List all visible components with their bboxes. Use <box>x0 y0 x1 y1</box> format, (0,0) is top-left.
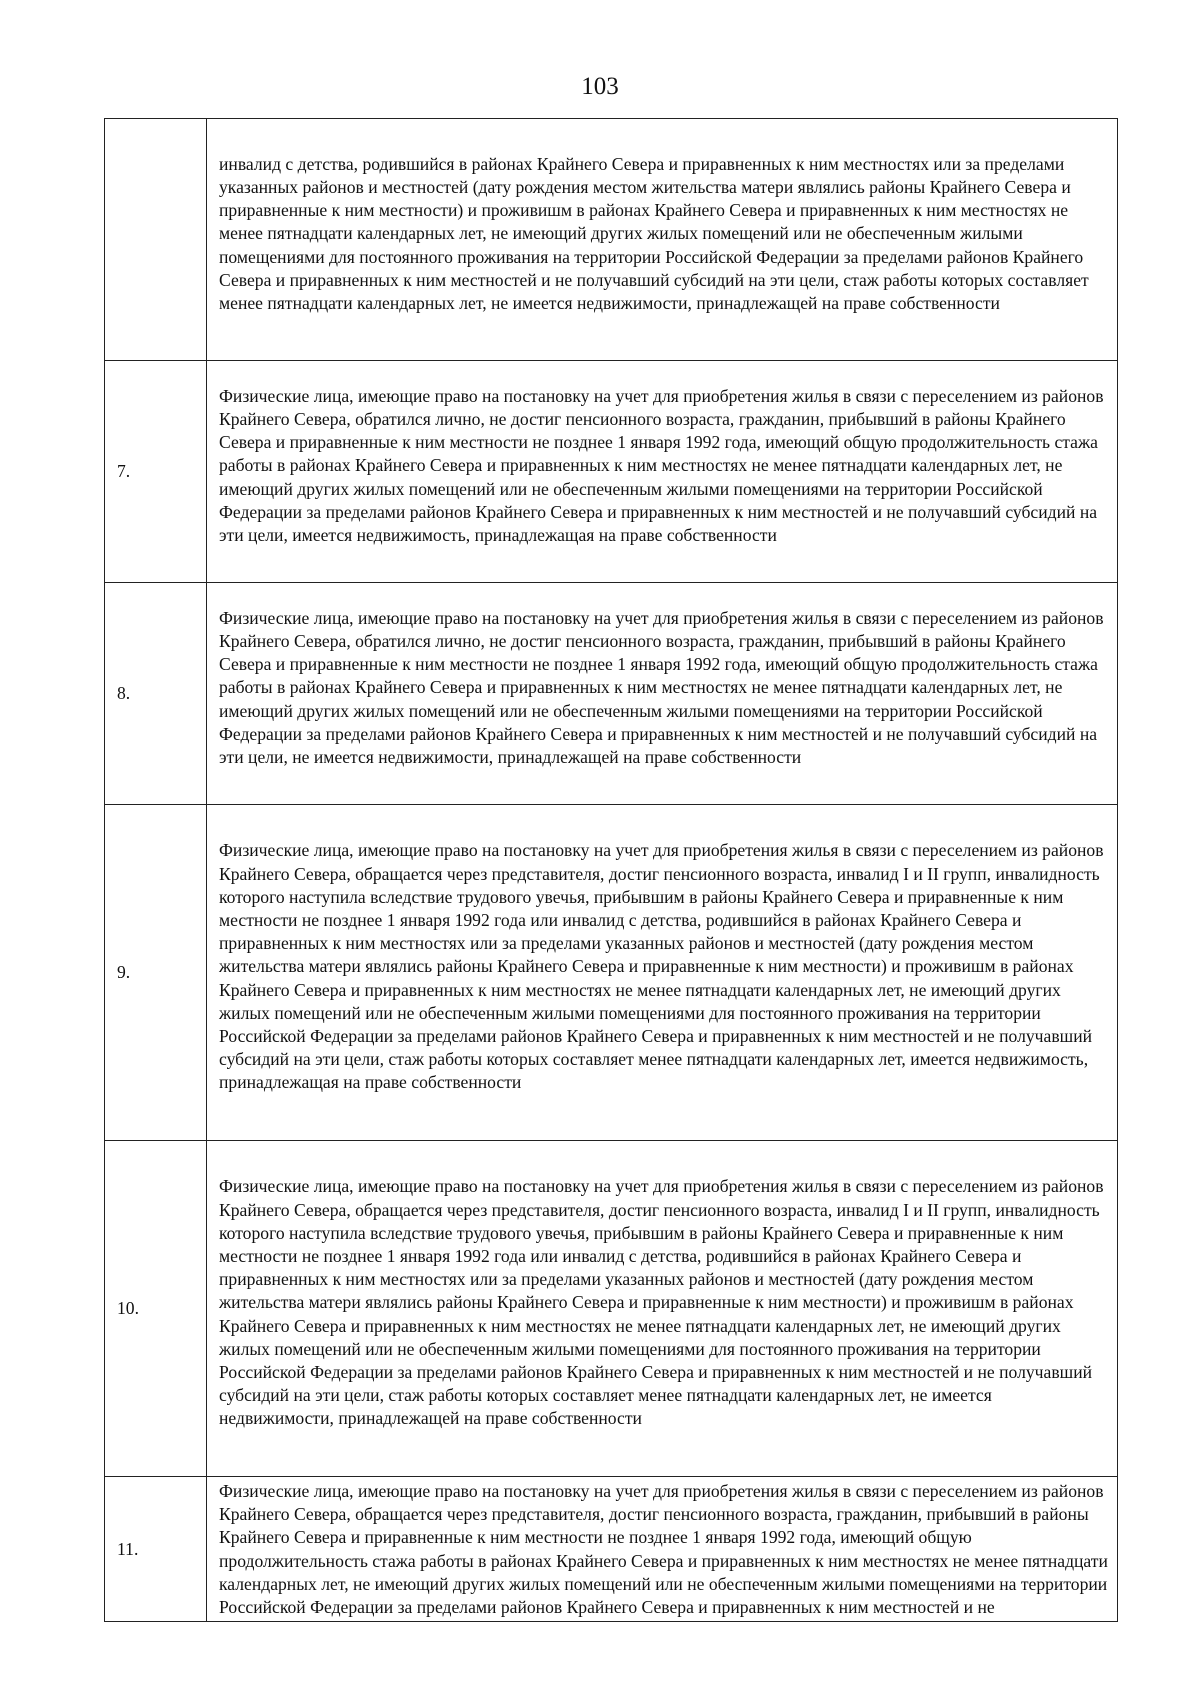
row-description: инвалид с детства, родившийся в районах Крайнего Севера и приравненных к ним местностях или за пределами указанных районов и местностей (дату рождения местом жительства матери являлись районы Крайнего Севера и приравненные к ним местности) и проживишм в районах Крайнего Севера и приравненных к ним местностях не менее пятнадцати календарных лет, не имеющий других жилых помещений или не обеспеченным жилыми помещениями для постоянного проживания на территории Российской Федерации за пределами районов Крайнего Севера и приравненных к ним местностей и не получавший субсидий на эти цели, стаж работы которых составляет менее пятнадцати календарных лет, не имеется недвижимости, принадлежащей на праве собственности <box>207 119 1118 361</box>
row-number: 8. <box>105 583 207 805</box>
page-number: 103 <box>581 73 619 100</box>
table-row <box>105 805 1118 1141</box>
row-number: 7. <box>105 361 207 583</box>
row-number: 9. <box>105 805 207 1141</box>
table-row <box>105 1141 1118 1477</box>
table-row <box>105 583 1118 805</box>
table-row <box>105 1477 1118 1622</box>
row-description: Физические лица, имеющие право на постановку на учет для приобретения жилья в связи с переселением из районов Крайнего Севера, обратился лично, не достиг пенсионного возраста, гражданин, прибывший в районы Крайнего Севера и приравненные к ним местности не позднее 1 января 1992 года, имеющий общую продолжительность стажа работы в районах Крайнего Севера и приравненных к ним местностях не менее пятнадцати календарных лет, не имеющий других жилых помещений или не обеспеченным жилыми помещениями на территории Российской Федерации за пределами районов Крайнего Севера и приравненных к ним местностей и не получавший субсидий на эти цели, имеется недвижимость, принадлежащая на праве собственности <box>207 361 1118 583</box>
row-description: Физические лица, имеющие право на постановку на учет для приобретения жилья в связи с переселением из районов Крайнего Севера, обращается через представителя, достиг пенсионного возраста, инвалид I и II групп, инвалидность которого наступила вследствие трудового увечья, прибывшим в районы Крайнего Севера и приравненные к ним местности не позднее 1 января 1992 года или инвалид с детства, родившийся в районах Крайнего Севера и приравненных к ним местностях или за пределами указанных районов и местностей (дату рождения местом жительства матери являлись районы Крайнего Севера и приравненные к ним местности) и проживишм в районах Крайнего Севера и приравненных к ним местностях не менее пятнадцати календарных лет, не имеющий других жилых помещений или не обеспеченным жилыми помещениями для постоянного проживания на территории Российской Федерации за пределами районов Крайнего Севера и приравненных к ним местностей и не получавший субсидий на эти цели, стаж работы которых составляет менее пятнадцати календарных лет, имеется недвижимость, принадлежащая на праве собственности <box>207 805 1118 1141</box>
row-description: Физические лица, имеющие право на постановку на учет для приобретения жилья в связи с переселением из районов Крайнего Севера, обращается через представителя, достиг пенсионного возраста, гражданин, прибывший в районы Крайнего Севера и приравненные к ним местности не позднее 1 января 1992 года, имеющий общую продолжительность стажа работы в районах Крайнего Севера и приравненных к ним местностях не менее пятнадцати календарных лет, не имеющий других жилых помещений или не обеспеченным жилыми помещениями на территории Российской Федерации за пределами районов Крайнего Севера и приравненных к ним местностей и не <box>207 1477 1118 1622</box>
row-description: Физические лица, имеющие право на постановку на учет для приобретения жилья в связи с переселением из районов Крайнего Севера, обращается через представителя, достиг пенсионного возраста, инвалид I и II групп, инвалидность которого наступила вследствие трудового увечья, прибывшим в районы Крайнего Севера и приравненные к ним местности не позднее 1 января 1992 года или инвалид с детства, родившийся в районах Крайнего Севера и приравненных к ним местностях или за пределами указанных районов и местностей (дату рождения местом жительства матери являлись районы Крайнего Севера и приравненные к ним местности) и проживишм в районах Крайнего Севера и приравненных к ним местностях не менее пятнадцати календарных лет, не имеющий других жилых помещений или не обеспеченным жилыми помещениями для постоянного проживания на территории Российской Федерации за пределами районов Крайнего Севера и приравненных к ним местностей и не получавший субсидий на эти цели, стаж работы которых составляет менее пятнадцати календарных лет, не имеется недвижимости, принадлежащей на праве собственности <box>207 1141 1118 1477</box>
criteria-table <box>104 118 1118 1622</box>
table-row <box>105 119 1118 361</box>
row-number: 11. <box>105 1477 207 1622</box>
row-description: Физические лица, имеющие право на постановку на учет для приобретения жилья в связи с переселением из районов Крайнего Севера, обратился лично, не достиг пенсионного возраста, гражданин, прибывший в районы Крайнего Севера и приравненные к ним местности не позднее 1 января 1992 года, имеющий общую продолжительность стажа работы в районах Крайнего Севера и приравненных к ним местностях не менее пятнадцати календарных лет, не имеющий других жилых помещений или не обеспеченным жилыми помещениями на территории Российской Федерации за пределами районов Крайнего Севера и приравненных к ним местностей и не получавший субсидий на эти цели, не имеется недвижимости, принадлежащей на праве собственности <box>207 583 1118 805</box>
table-row <box>105 361 1118 583</box>
row-number <box>105 119 207 361</box>
row-number: 10. <box>105 1141 207 1477</box>
